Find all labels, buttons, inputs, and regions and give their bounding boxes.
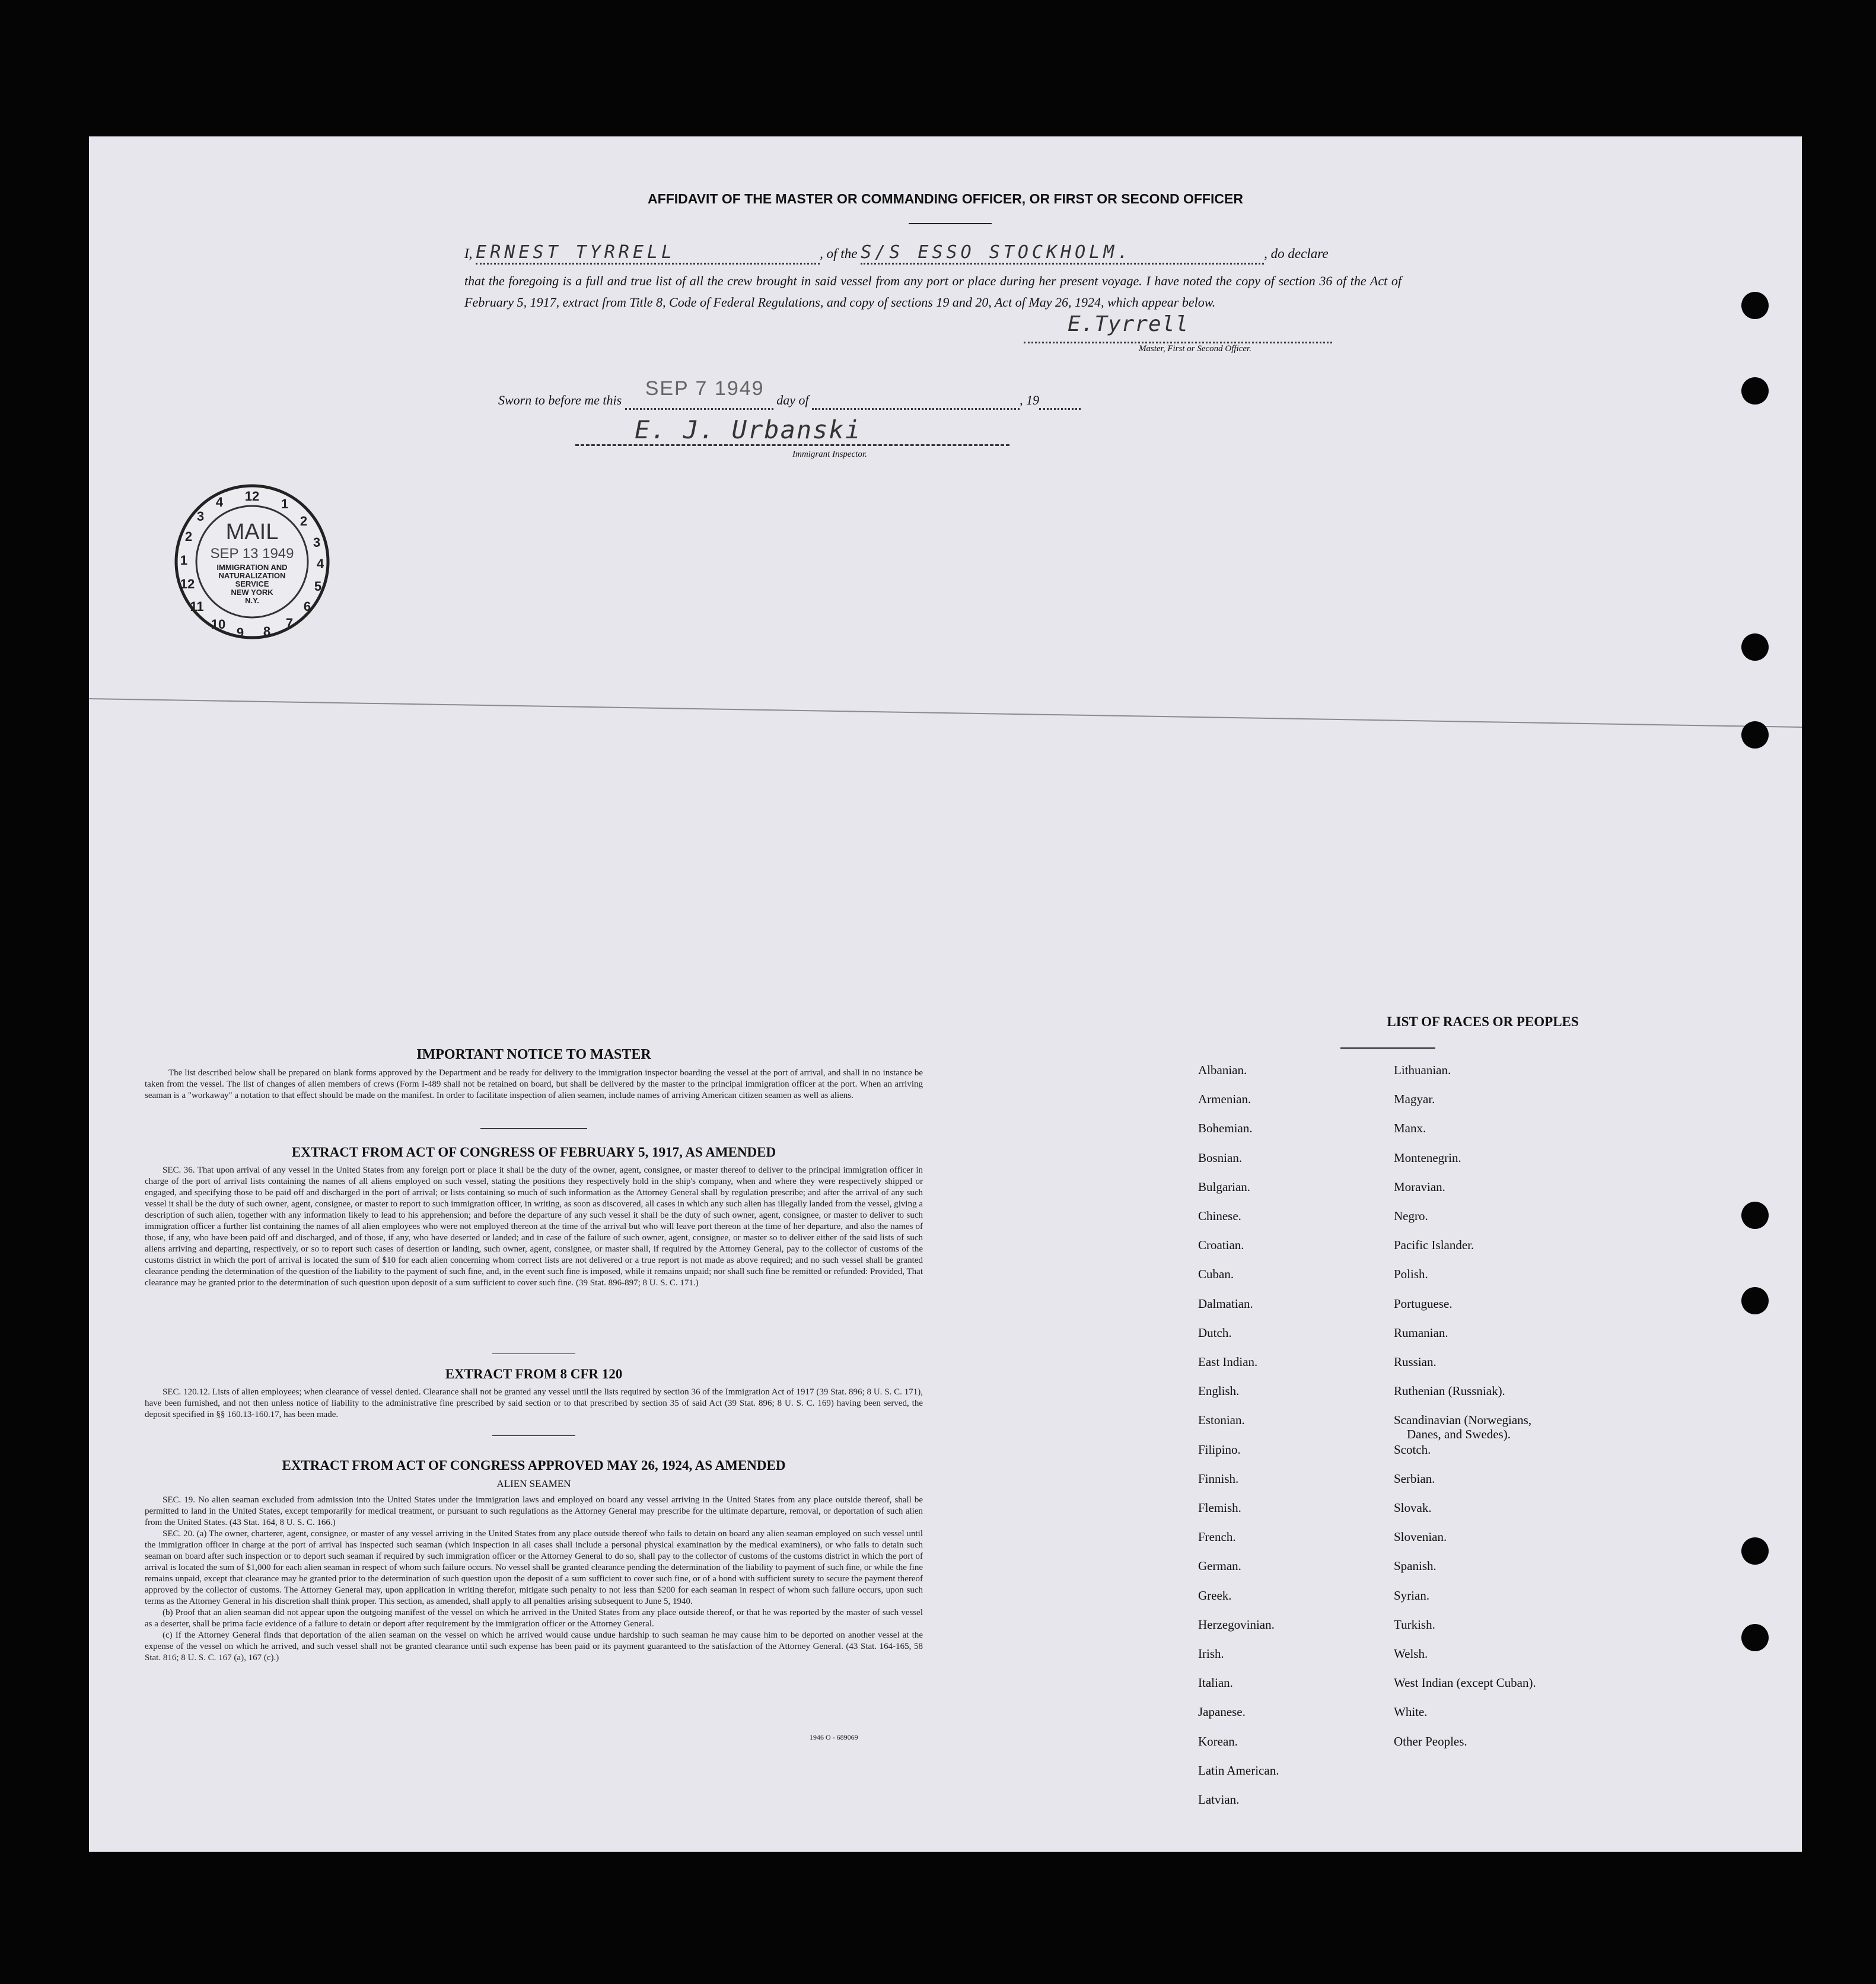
race-item: Herzegovinian. (1198, 1617, 1275, 1632)
year-prefix: , 19 (1020, 393, 1040, 407)
svg-text:4: 4 (215, 495, 224, 509)
svg-text:6: 6 (303, 599, 311, 614)
race-item: Croatian. (1198, 1238, 1244, 1253)
extract-8cfr-body: SEC. 120.12. Lists of alien employees; when clearance of vessel denied. Clearance shall not be granted any vessel until the lists required by section 36 of the Immigration Act of 1917 (39 Stat. 896; 8 U. S. C. 171), have been furnished, and not then unless notice of liability to the administrative fine prescribed by said section or to that prescribed by section 35 of said Act (39 Stat. 896; 8 U. S. C. 169) having been served, the deposit specified in §§ 160.13-160.17, has been made. (145, 1387, 923, 1419)
svg-text:12: 12 (180, 577, 195, 591)
race-item: Manx. (1394, 1121, 1426, 1136)
inspector-caption: Immigrant Inspector. (792, 450, 867, 459)
race-item: Syrian. (1394, 1588, 1430, 1603)
of-the-label: , of the (820, 246, 858, 261)
punch-hole (1741, 292, 1769, 319)
race-item: Latvian. (1198, 1792, 1240, 1807)
svg-text:1: 1 (180, 553, 188, 568)
date-stamp: SEP 7 1949 (645, 377, 765, 400)
divider-3 (492, 1435, 575, 1436)
race-item: Montenegrin. (1394, 1150, 1461, 1165)
race-item: Danes, and Swedes). (1407, 1427, 1511, 1442)
race-item: Slovenian. (1394, 1530, 1447, 1544)
race-item: Portuguese. (1394, 1296, 1453, 1311)
svg-text:3: 3 (313, 535, 321, 550)
stamp-title: MAIL (225, 520, 279, 544)
signature-caption: Master, First or Second Officer. (1139, 344, 1251, 354)
race-item: Other Peoples. (1394, 1734, 1467, 1749)
race-item: Korean. (1198, 1734, 1238, 1749)
extract-8cfr-title: EXTRACT FROM 8 CFR 120 (445, 1367, 623, 1381)
race-item: Bohemian. (1198, 1121, 1253, 1136)
stamp-line-5: N.Y. (245, 596, 259, 605)
race-item: English. (1198, 1384, 1240, 1399)
race-item: Scandinavian (Norwegians, (1394, 1413, 1532, 1428)
day-of-label: day of (776, 393, 809, 407)
document-page (89, 136, 1802, 1852)
race-item: Greek. (1198, 1588, 1232, 1603)
punch-hole (1741, 1624, 1769, 1651)
affidavit-body: that the foregoing is a full and true list of all the crew brought in said vessel from any port or place during her present voyage. I have noted the copy of section 36 of the Act of February 5, 1917, extract from Title 8, Code of Federal Regulations, and copy of sections 19 and 20, Act of May 26, 1924, which appear below. (464, 273, 1402, 310)
punch-hole (1741, 721, 1769, 749)
crease-line (89, 136, 1802, 730)
svg-text:2: 2 (300, 514, 308, 528)
race-item: Scotch. (1394, 1442, 1431, 1457)
punch-hole (1741, 377, 1769, 405)
race-item: Bulgarian. (1198, 1179, 1251, 1194)
race-item: Dalmatian. (1198, 1296, 1253, 1311)
race-item: Latin American. (1198, 1763, 1279, 1778)
race-item: Negro. (1394, 1209, 1428, 1223)
race-item: Finnish. (1198, 1471, 1239, 1486)
race-item: Estonian. (1198, 1413, 1245, 1428)
sworn-label: Sworn to before me this (498, 393, 622, 407)
race-item: Cuban. (1198, 1267, 1234, 1282)
race-item: Ruthenian (Russniak). (1394, 1384, 1505, 1399)
svg-text:1: 1 (281, 496, 289, 511)
svg-text:3: 3 (196, 509, 205, 524)
race-item: Pacific Islander. (1394, 1238, 1474, 1253)
race-item: Welsh. (1394, 1647, 1428, 1661)
svg-text:7: 7 (285, 616, 294, 630)
extract-1917-body: SEC. 36. That upon arrival of any vessel in the United States from any foreign port or place it shall be the duty of the owner, agent, consignee, or master thereof to deliver to the principal immigration officer in charge of the port of arrival lists containing the names of all aliens employed on such vessel, stating the positions they respectively hold in the ship's company, when and where they were respectively shipped or engaged, and specifying those to be paid off and discharged in the port of arrival; or lists containing so much of such information as the Attorney General shall by regulation prescribe; and after the arrival of any such vessel it shall be the duty of such owner, agent, consignee, or master to report to such immigration officer, in writing, as soon as discovered, all cases in which any such alien has illegally landed from the vessel, giving a description of such alien, together with any information likely to lead to his apprehension; and before the departure of any such vessel it shall be the duty of such owner, agent, consignee, or master to deliver to such immigration officer a further list containing the names of all alien employees who were not employed thereon at the time of the arrival but who will leave port thereon at the time of her departure, and also the names of those, if any, who have been paid off and discharged, and of those, if any, who have deserted or landed; and in case of the failure of such owner, agent, consignee, or master so to deliver either of the said lists of such aliens arriving and departing, respectively, or so to report such cases of desertion or landing, such owner, agent, consignee, or master shall, if required by the Attorney General, pay to the collector of customs of the customs district in which the port of arrival is located the sum of $10 for each alien concerning whom correct lists are not delivered or a true report is not made as above required; and no such vessel shall be granted clearance pending the determination of the question of the liability to the payment of such fine, and, in the event such fine is imposed, while it remains unpaid; nor shall such fine be remitted or refunded: Provided, That clearance may be granted prior to the determination of such question upon deposit of a sum sufficient to cover such fine. (39 Stat. 896-897; 8 U. S. C. 171.) (145, 1165, 923, 1288)
stamp-line-1: IMMIGRATION AND (216, 563, 288, 572)
vessel-name: S/S ESSO STOCKHOLM. (861, 242, 1264, 265)
i-label: I, (464, 246, 473, 261)
sec-20c-paragraph: (c) If the Attorney General finds that deportation of the alien seaman on the vessel on which he arrived would cause undue hardship to such seaman he may cause him to be deported on another vessel at the expense of the vessel on which he arrived, and such vessel shall not be granted clearance until such expense has been paid or its payment guaranteed to the satisfaction of the Attorney General. (43 Stat. 164-165, 58 Stat. 816; 8 U. S. C. 167 (a), 167 (c).) (145, 1630, 923, 1663)
race-item: Lithuanian. (1394, 1063, 1451, 1077)
svg-text:8: 8 (263, 624, 271, 639)
sec-20b-paragraph: (b) Proof that an alien seaman did not appear upon the outgoing manifest of the vessel on which he arrived in the United States from any place outside thereof, or that he was reported by the master of such vessel as a deserter, shall be prima facie evidence of a failure to detain or deport after requirement by the immigration officer or the Attorney General. (145, 1608, 923, 1629)
notice-body: The list described below shall be prepared on blank forms approved by the Department and be ready for delivery to the immigration inspector boarding the vessel at the port of arrival, and shall in no instance be taken from the vessel. The list of changes of alien members of crews (Form I-489 shall not be retained on board, but shall be delivered by the master to the principal immigration officer at the port. When an arriving seaman is a "workaway" a notation to that effect should be made on the manifest. In order to facilitate inspection of alien seamen, include names of arriving American citizen seamen as well as aliens. (145, 1068, 923, 1100)
race-item: Turkish. (1394, 1617, 1435, 1632)
extract-1924-title: EXTRACT FROM ACT OF CONGRESS APPROVED MAY 26, 1924, AS AMENDED (282, 1458, 786, 1473)
punch-hole (1741, 633, 1769, 661)
svg-text:9: 9 (236, 625, 244, 640)
race-item: Rumanian. (1394, 1325, 1448, 1340)
divider-1 (480, 1128, 587, 1129)
race-item: Polish. (1394, 1267, 1428, 1282)
svg-text:11: 11 (190, 599, 204, 614)
races-title: LIST OF RACES OR PEOPLES (1387, 1014, 1579, 1029)
punch-hole (1741, 1287, 1769, 1314)
race-item: Slovak. (1394, 1501, 1432, 1515)
race-item: White. (1394, 1705, 1428, 1719)
declare-label: , do declare (1264, 246, 1329, 261)
race-item: Dutch. (1198, 1325, 1232, 1340)
affidavit-title: AFFIDAVIT OF THE MASTER OR COMMANDING OFFICER, OR FIRST OR SECOND OFFICER (648, 191, 1243, 206)
race-item: Russian. (1394, 1355, 1437, 1369)
race-item: East Indian. (1198, 1355, 1258, 1369)
race-item: Italian. (1198, 1676, 1233, 1690)
race-item: Flemish. (1198, 1501, 1241, 1515)
race-item: Armenian. (1198, 1092, 1251, 1107)
race-item: Japanese. (1198, 1705, 1246, 1719)
stamp-date: SEP 13 1949 (210, 546, 294, 562)
race-item: Serbian. (1394, 1471, 1435, 1486)
stamp-line-4: NEW YORK (231, 588, 273, 597)
race-item: Magyar. (1394, 1092, 1435, 1107)
punch-hole (1741, 1537, 1769, 1565)
race-item: Filipino. (1198, 1442, 1241, 1457)
race-item: Albanian. (1198, 1063, 1247, 1077)
extract-1924-subtitle: ALIEN SEAMEN (496, 1478, 571, 1489)
svg-text:5: 5 (314, 579, 322, 594)
extract-1924-body (145, 1495, 923, 1664)
sec-19-paragraph: SEC. 19. No alien seaman excluded from admission into the United States under the immigration laws and employed on board any vessel arriving in the United States from any place outside thereof, shall be permitted to land in the United States, except temporarily for medical treatment, or pursuant to such regulations as the Attorney General may prescribe for the ultimate departure, removal, or deportation of such alien from the United States. (43 Stat. 164, 8 U. S. C. 166.) (145, 1495, 923, 1527)
sec-20a-paragraph: SEC. 20. (a) The owner, charterer, agent, consignee, or master of any vessel arriving in the United States from any place outside thereof who fails to detain on board any alien seaman employed on such vessel until the immigration officer in charge at the port of arrival has inspected such seaman (which inspection in all cases shall include a personal physical examination by the medical examiners), or who fails to detain such seaman on board after such inspection or to deport such seaman if required by such immigration officer or the Attorney General to do so, shall pay to the collector of customs of the customs district in which the port of arrival is located the sum of $1,000 for each alien seaman in respect of whom such failure occurs. No vessel shall be granted clearance pending the determination of the liability to payment of such fine, or while the fine remains unpaid, except that clearance may be granted prior to the determination of such question upon the deposit of a sum sufficient to cover such fine, or of a bond with sufficient surety to secure the payment thereof approved by the collector of customs. The Attorney General may, upon application in writing therefor, mitigate such penalty to not less than $200 for each seaman in respect of whom such failure occurs, upon such terms as the Attorney General in his discretion shall think proper. This section, as amended, shall apply to all penalties arising subsequent to June 5, 1940. (145, 1529, 923, 1606)
print-code: 1946 O - 689069 (810, 1733, 858, 1741)
svg-text:12: 12 (244, 489, 260, 504)
race-item: West Indian (except Cuban). (1394, 1676, 1536, 1690)
svg-text:10: 10 (211, 617, 226, 632)
inspector-signature: E. J. Urbanski (635, 415, 862, 444)
extract-1917-title: EXTRACT FROM ACT OF CONGRESS OF FEBRUARY 5, 1917, AS AMENDED (291, 1145, 776, 1160)
punch-hole (1741, 1202, 1769, 1229)
master-signature: E.Tyrrell (1068, 312, 1189, 336)
races-divider (1340, 1047, 1435, 1049)
stamp-line-3: SERVICE (235, 579, 269, 588)
notice-title: IMPORTANT NOTICE TO MASTER (416, 1047, 651, 1062)
race-item: Irish. (1198, 1647, 1224, 1661)
svg-text:4: 4 (316, 556, 324, 571)
race-item: Moravian. (1394, 1179, 1445, 1194)
race-item: Chinese. (1198, 1209, 1241, 1223)
svg-text:2: 2 (184, 529, 193, 544)
master-name: ERNEST TYRRELL (476, 242, 820, 265)
stamp-line-2: NATURALIZATION (218, 571, 286, 580)
race-item: Spanish. (1394, 1559, 1437, 1574)
race-item: Bosnian. (1198, 1150, 1243, 1165)
race-item: French. (1198, 1530, 1236, 1544)
race-item: German. (1198, 1559, 1241, 1574)
